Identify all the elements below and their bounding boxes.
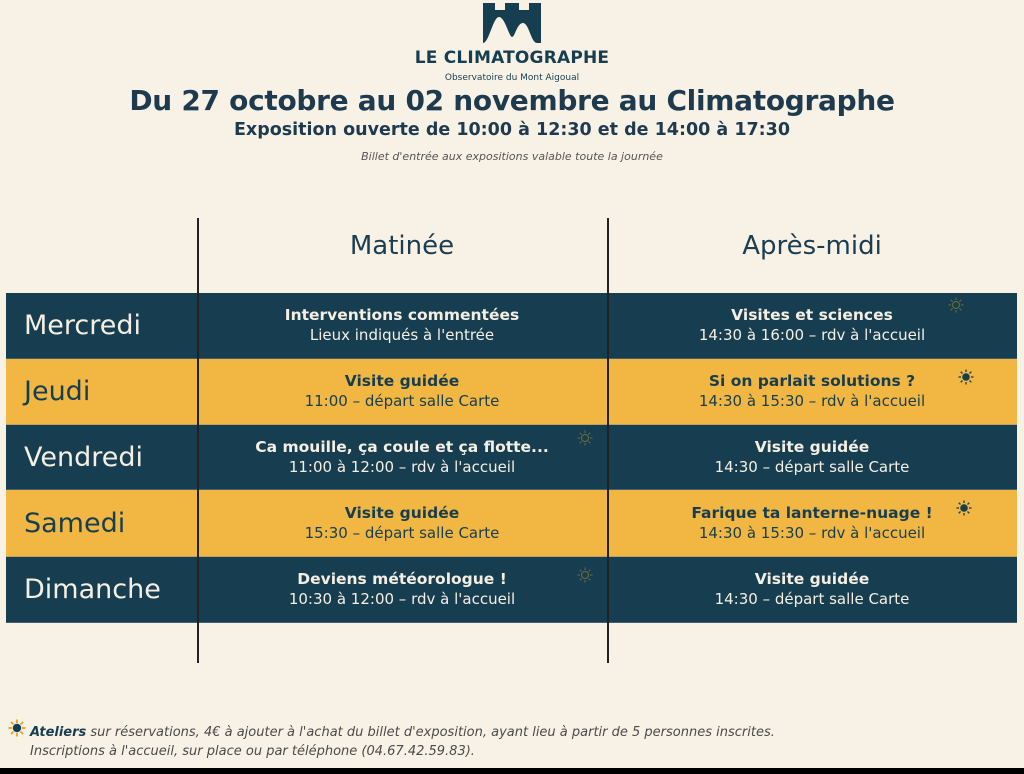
morning-event: [197, 490, 607, 556]
column-header-afternoon: Après-midi: [742, 231, 882, 261]
castle-logo-icon: [483, 3, 541, 43]
table-row: [6, 359, 1017, 425]
sun-icon: [8, 719, 26, 737]
brand-subtitle: Observatoire du Mont Aigoual: [444, 73, 580, 83]
table-row: [6, 293, 1017, 359]
table-row: [6, 557, 1017, 623]
morning-event: [197, 359, 607, 424]
event-title: Visite guidée: [344, 503, 460, 522]
event-title: Si on parlait solutions ?: [708, 372, 916, 390]
footer-note: [30, 723, 775, 761]
footer-line-1: [30, 723, 775, 742]
event-detail: 11:00 à 12:00 – rdv à l'accueil: [288, 457, 516, 476]
event-detail: 11:00 – départ salle Carte: [304, 392, 500, 410]
event-title: Interventions commentées: [284, 306, 520, 324]
afternoon-event: [607, 490, 1017, 556]
schedule-table: [6, 293, 1017, 623]
sun-outline-icon: [577, 430, 593, 446]
event-title: Visite guidée: [754, 570, 870, 588]
afternoon-event: [607, 557, 1017, 622]
sun-outline-icon: [577, 567, 593, 583]
footer-line-2: Inscriptions à l'accueil, sur place ou par téléphone (04.67.42.59.83).: [30, 744, 475, 759]
event-title: Visites et sciences: [731, 306, 893, 324]
morning-event: [197, 425, 607, 489]
sun-filled-icon: [956, 500, 972, 516]
day-label: Mercredi: [24, 310, 142, 341]
table-row: [6, 490, 1017, 557]
event-detail: 14:30 – départ salle Carte: [714, 590, 910, 608]
brand-name: LE CLIMATOGRAPHE: [414, 48, 610, 68]
afternoon-event: [607, 425, 1017, 489]
sun-outline-icon: [948, 297, 964, 313]
bottom-bar: [0, 768, 1024, 774]
sun-filled-icon: [958, 369, 974, 385]
event-title: Farique ta lanterne-nuage !: [691, 503, 933, 522]
footer-line-1-text: sur réservations, 4€ à ajouter à l'achat du billet d'exposition, ayant lieu à partir de 5 personnes inscrites.: [86, 725, 775, 740]
column-header-morning: Matinée: [349, 231, 455, 261]
afternoon-event: [607, 293, 1017, 358]
opening-hours: Exposition ouverte de 10:00 à 12:30 et de 14:00 à 17:30: [233, 120, 791, 140]
ateliers-label: Ateliers: [30, 725, 87, 740]
column-divider: [607, 218, 609, 663]
event-title: Visite guidée: [344, 372, 460, 390]
day-label: Vendredi: [24, 441, 143, 473]
event-detail: 14:30 à 16:00 – rdv à l'accueil: [698, 326, 926, 344]
event-detail: 10:30 à 12:00 – rdv à l'accueil: [288, 590, 516, 608]
event-detail: Lieux indiqués à l'entrée: [309, 326, 495, 344]
event-title: Deviens météorologue !: [297, 570, 507, 588]
morning-event: [197, 293, 607, 358]
event-detail: 14:30 – départ salle Carte: [714, 457, 910, 476]
event-title: Visite guidée: [754, 437, 870, 456]
day-label: Jeudi: [24, 376, 91, 407]
morning-event: [197, 557, 607, 622]
afternoon-event: [607, 359, 1017, 424]
day-label: Dimanche: [24, 574, 161, 605]
event-detail: 15:30 – départ salle Carte: [304, 523, 500, 542]
page-title: Du 27 octobre au 02 novembre au Climatographe: [129, 84, 895, 117]
ticket-note: Billet d'entrée aux expositions valable toute la journée: [361, 150, 663, 163]
column-divider: [197, 218, 199, 663]
event-title: Ca mouille, ça coule et ça flotte...: [255, 437, 549, 456]
event-detail: 14:30 à 15:30 – rdv à l'accueil: [698, 392, 926, 410]
table-row: [6, 425, 1017, 490]
day-label: Samedi: [24, 507, 126, 539]
event-detail: 14:30 à 15:30 – rdv à l'accueil: [698, 523, 926, 542]
